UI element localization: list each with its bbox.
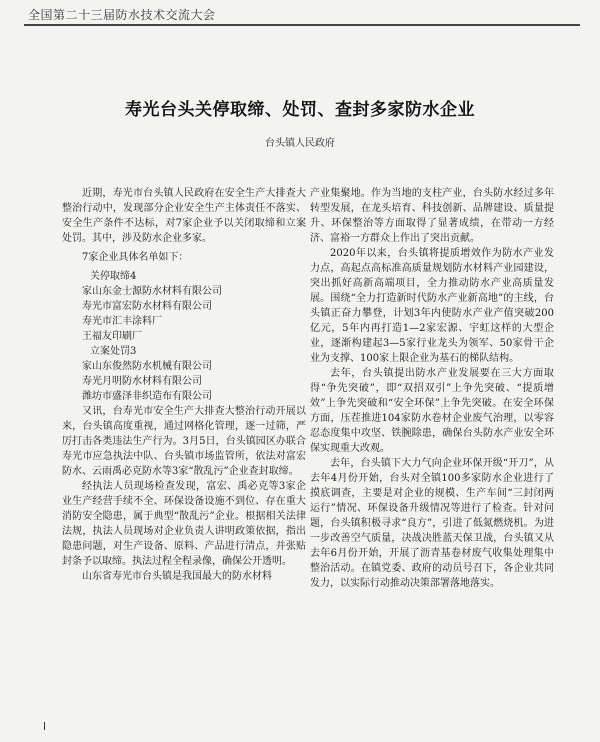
list-item: 家山东俊然防水机械有限公司 <box>82 361 212 372</box>
company-list <box>62 269 306 404</box>
right-column <box>310 186 554 591</box>
list-heading: 7家企业具体名单如下： <box>82 252 189 263</box>
paragraph: 山东省寿光市台头镇是我国最大的防水材料 <box>82 571 272 582</box>
running-header: 全国第二十三届防水技术交流大会 <box>28 8 216 22</box>
paragraph: 经执法人员现场检查发现，富宏、禹必克等3家企业生产经营手续不全、环保设备设施不到位、存在重大消防安全隐患，属于典型“散乱污”企业。根据相关法律法规，执法人员现场对企业负责人讲明政策依据，指出隐患问题，对生产设备、原料、产品进行清点，并张贴封条予以取缔。执法过程全程录像，确保公开透明。 <box>62 481 306 567</box>
paragraph: 近期，寿光市台头镇人民政府在安全生产大排查大整治行动中，发现部分企业安全生产主体责任不落实、安全生产条件不达标，对7家企业予以关闭取缔和立案处罚。其中，涉及防水企业多家。 <box>62 188 306 244</box>
article-author: 台头镇人民政府 <box>265 138 335 149</box>
list-item: 家山东金士源防水材料有限公司 <box>82 286 222 297</box>
paragraph: 去年，台头镇下大力气向企业环保开级“开刀”，从去年4月份开始，台头对全镇100多家防水企业进行了摸底调查，主要是对企业的规模、生产车间“三封闭两运行”情况、环保设备升级情况等进行了检查。针对问题，台头镇积极寻求“良方”，引进了低氮燃烧机。为进一步改善空气质量，决战决胜蓝天保卫战，台头镇又从去年6月份开始，开展了沥青基卷材废气收集处理集中整治活动。在镇党委、政府的动员号召下，各企业共同发力，以实际行动推动决策部署落地落实。 <box>310 458 554 589</box>
list-item: 王福友印刷厂 <box>82 331 142 342</box>
list-item: 立案处罚3 <box>90 346 137 357</box>
paragraph: 又讯，台寿光市安全生产大排查大整治行动开展以来，台头镇高度重视，通过网格化管理，逐一过筛，严厉打击各类违法生产行为。3月5日，台头镇园区办联合寿光市应急执法中队、台头镇市场监管所，依法对富宏防水、云雨禹必克防水等3家“散乱污”企业查封取缔。 <box>62 406 306 477</box>
list-item: 寿光市富宏防水材料有限公司 <box>82 301 212 312</box>
list-item: 寿光市汇丰涂料厂 <box>82 316 162 327</box>
page-margin-mark <box>44 722 45 730</box>
left-column <box>62 186 306 584</box>
paragraph: 产业集聚地。作为当地的支柱产业，台头防水经过多年转型发展，在龙头培育、科技创新、品牌建设、质量提升、环保整治等方面取得了显著成绩，在带动一方经济、富裕一方群众上作出了突出贡献。 <box>310 188 554 244</box>
list-item: 关停取缔4 <box>90 271 137 282</box>
list-item: 寿光月明防水材料有限公司 <box>82 376 202 387</box>
list-item: 潍坊市盛泽非织造布有限公司 <box>82 391 212 402</box>
paragraph: 2020年以来，台头镇将提质增效作为防水产业发力点，高起点高标准高质量规划防水材料产业园建设，突出抓好高新高端项目，全力推动防水产业高质量发展。围绕“全力打造新时代防水产业新高地”的主线，台头镇正奋力攀登，计划3年内使防水产业产值突破200亿元，5年内再打造1—2家宏源、宇虹这样的大型企业，逐渐构建起3—5家行业龙头为领军、50家骨干企业为支撑、100家上限企业为基石的梯队结构。 <box>310 248 554 364</box>
paragraph: 去年，台头镇提出防水产业发展要在三大方面取得“争先突破”，即“双招双引”上争先突破、“提质增效”上争先突破和“安全环保”上争先突破。在安全环保方面，压茬推进104家防水卷材企业废气治理，以零容忍态度集中攻坚、铁腕除患，确保台头防水产业安全环保实现重大改观。 <box>310 368 554 454</box>
header-rule <box>24 24 580 26</box>
article-title: 寿光台头关停取缔、处罚、查封多家防水企业 <box>125 100 475 120</box>
